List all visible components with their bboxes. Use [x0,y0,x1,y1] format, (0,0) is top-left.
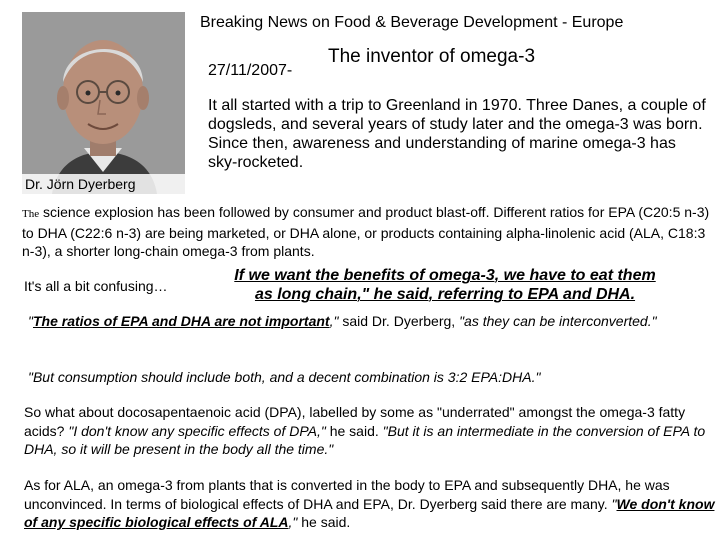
paragraph-consumption: "But consumption should include both, and a decent combination is 3:2 EPA:DHA." [28,369,541,385]
page-header: Breaking News on Food & Beverage Development - Europe [200,14,624,31]
dpa-quote-rest: "But it is an intermediate in the conversion of EPA to DHA, so it will be present in the body all the time." [24,422,706,457]
article-headline: The inventor of omega-3 [328,46,536,67]
paragraph-dpa [24,403,718,459]
paragraph-ratios [28,312,718,331]
ala-quote-close: ," [288,514,298,530]
pull-quote [200,266,690,304]
ala-emphasis: We don't know of any specific biological effects of ALA [24,495,715,530]
paragraph-ala [24,476,718,532]
quote-close: ," [329,313,343,329]
quote-open: " [28,313,33,329]
intro-paragraph: It all started with a trip to Greenland in 1970. Three Danes, a couple of dogsleds, and several years of study later and the omega-3 was born. Since then, awareness and understanding of marine omega-3 has sky-rocketed. [208,97,706,171]
photo-caption: Dr. Jörn Dyerberg [22,174,185,194]
dpa-intro: So what about docosapentaenoic acid (DPA), labelled by some as "underrated" amongst the omega-3 fatty acids? [24,404,686,439]
ratios-emphasis: The ratios of EPA and DHA are not important [32,313,330,329]
paragraph-body: science explosion has been followed by consumer and product blast-off. Different ratios for EPA (C20:5 n-3) to DHA (C22:6 n-3) are being marketed, or DHA alone, or products containing alpha-linolenic acid (ALA, C18:3 n-3), a shorter long-chain omega-3 from plants. [22,204,710,259]
paragraph-lead-word: The [22,208,40,220]
pull-quote-line-1: If we want the benefits of omega-3, we have to eat them [234,267,656,284]
article-date: 27/11/2007- [208,62,293,79]
ala-quote-open: " [611,495,617,512]
quote-rest: "as they can be interconverted." [459,313,657,329]
ala-intro: As for ALA, an omega-3 from plants that is converted in the body to EPA and subsequently DHA, he was unconvinced. In terms of biological effects of DHA and EPA, Dr. Dyerberg said there are many. [24,477,670,512]
portrait-photo [22,12,185,194]
portrait-illustration [22,12,185,194]
confusing-remark: It's all a bit confusing… [24,278,168,294]
pull-quote-line-2: as long chain," he said, referring to EPA and DHA. [254,286,636,303]
attribution: said Dr. Dyerberg, [342,313,460,329]
dpa-quote: "I don't know any specific effects of DPA," [68,422,326,439]
paragraph-science-explosion [22,203,712,261]
dpa-attribution: he said. [325,422,383,439]
ala-attribution: he said. [297,514,351,530]
